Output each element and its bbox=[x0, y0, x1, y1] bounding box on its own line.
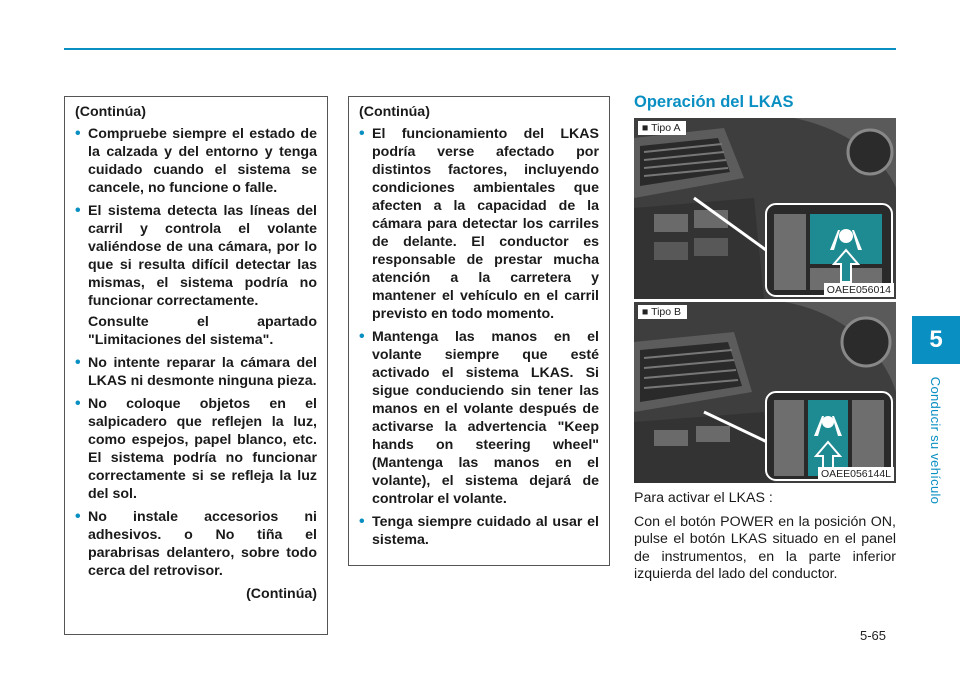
list-item: • No coloque objetos en el salpicadero que reflejen la luz, como espejos, papel blanco, etc. El sistema podría no funcionar correctamente si se refleja la luz del sol. bbox=[75, 395, 317, 503]
chapter-label-text: Conducir su vehículo bbox=[928, 376, 944, 504]
list-item: • No instale accesorios ni adhesivos. o No tiña el parabrisas delantero, sobre todo cerca del retrovisor. bbox=[75, 508, 317, 580]
figure-code: OAEE056144L bbox=[818, 467, 894, 481]
chapter-number: 5 bbox=[929, 326, 943, 353]
figure-tag: ■ Tipo B bbox=[638, 305, 687, 319]
figure-type-a bbox=[634, 118, 896, 299]
chapter-label bbox=[919, 372, 953, 508]
bullet-list bbox=[75, 125, 317, 310]
bullet-list bbox=[75, 354, 317, 580]
paragraph: Con el botón POWER en la posición ON, pulse el botón LKAS situado en el panel de instrumentos, en la parte inferior izquierda del lado del conductor. bbox=[634, 513, 896, 582]
warning-box-1 bbox=[64, 96, 328, 635]
list-item: • El funcionamiento del LKAS podría verse afectado por distintos factores, incluyendo condiciones ambientales que afecten a la capacidad de la cámara para detectar los carriles de delante. El conductor es responsable de prestar mucha atención a la carretera y mantener el vehículo en el carril previsto en todo momento. bbox=[359, 125, 599, 323]
list-item: • No intente reparar la cámara del LKAS ni desmonte ninguna pieza. bbox=[75, 354, 317, 390]
header-rule bbox=[64, 48, 896, 50]
reference-note: Consulte el apartado "Limitaciones del sistema". bbox=[88, 314, 317, 348]
chapter-tab bbox=[912, 316, 960, 364]
list-item: • Tenga siempre cuidado al usar el sistema. bbox=[359, 513, 599, 549]
bullet-list bbox=[359, 125, 599, 549]
continued-label: (Continúa) bbox=[75, 104, 146, 120]
figure-code: OAEE056014 bbox=[824, 283, 894, 297]
continued-label: (Continúa) bbox=[359, 104, 430, 120]
list-item: • Compruebe siempre el estado de la calzada y del entorno y tenga cuidado cuando el sistema se cancele, no funcione o falle. bbox=[75, 125, 317, 197]
section-title: Operación del LKAS bbox=[634, 93, 794, 111]
figure-type-b bbox=[634, 302, 896, 483]
continued-label-end: (Continúa) bbox=[246, 586, 317, 602]
figure-tag: ■ Tipo A bbox=[638, 121, 686, 135]
page-number: 5-65 bbox=[860, 628, 887, 643]
list-item: • El sistema detecta las líneas del carril y controla el volante valiéndose de una cámara, por lo que si resulta difícil detectar las mismas, el sistema podría no funcionar correctamente. bbox=[75, 202, 317, 310]
list-item: • Mantenga las manos en el volante siempre que esté activado el sistema LKAS. Si sigue conduciendo sin tener las manos en el volante después de activarse la advertencia "Keep hands on steering wheel"(Mantenga las manos en el volante), el sistema dejará de controlar el volante. bbox=[359, 328, 599, 508]
warning-box-2 bbox=[348, 96, 610, 566]
body-text bbox=[634, 490, 896, 590]
paragraph: Para activar el LKAS : bbox=[634, 490, 773, 506]
dashboard-illustration-b bbox=[634, 302, 896, 483]
dashboard-illustration-a bbox=[634, 118, 896, 299]
